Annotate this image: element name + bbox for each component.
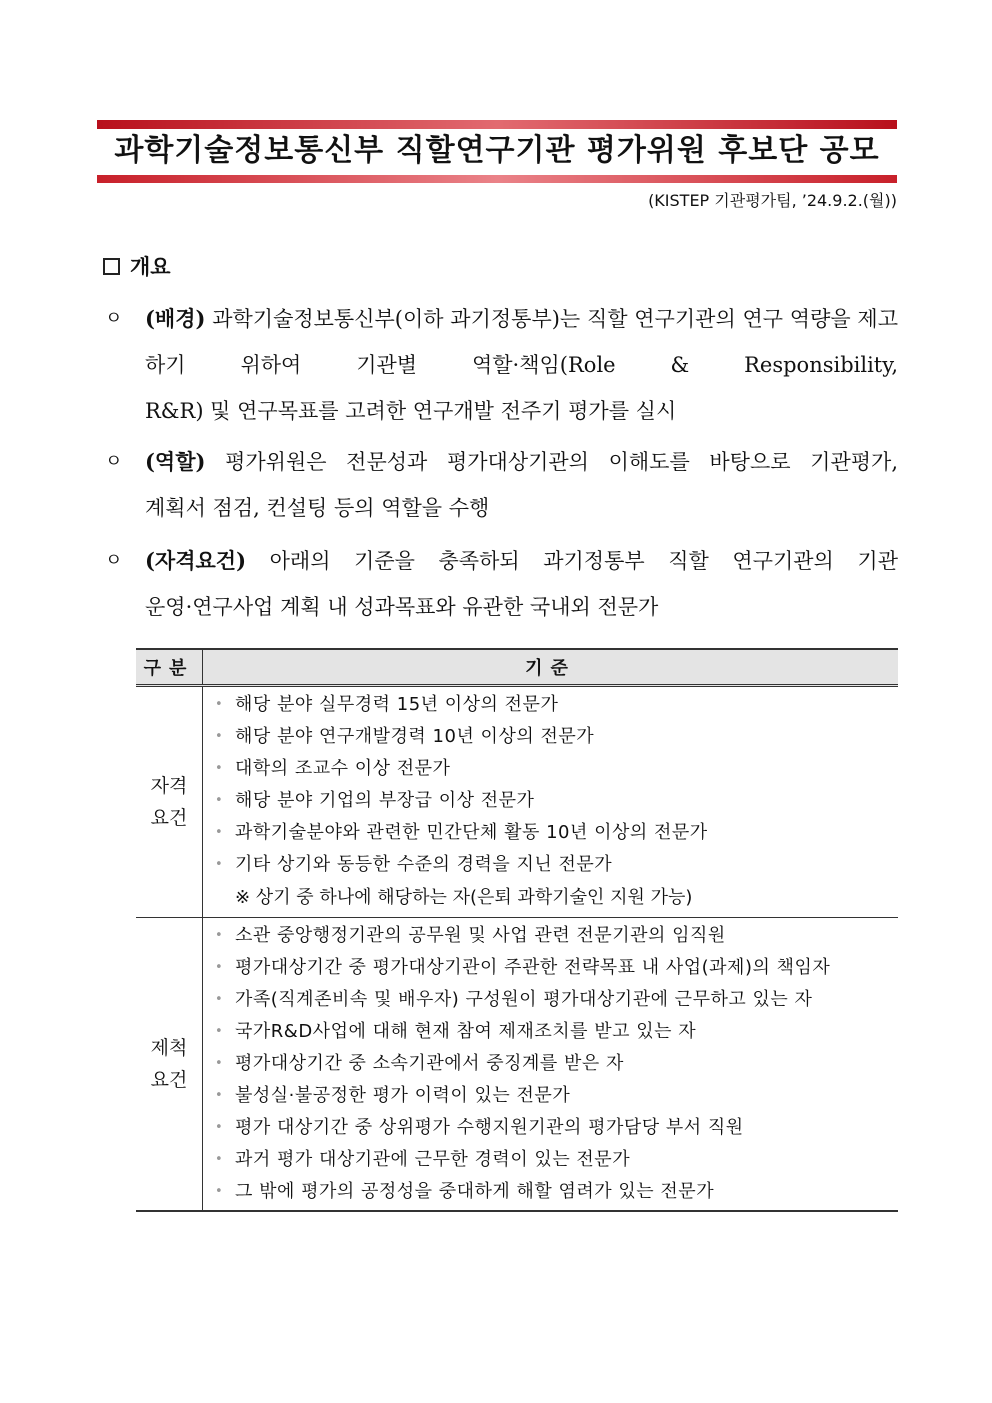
circle-bullet-icon: ㅇ bbox=[105, 550, 123, 571]
list-item bbox=[215, 753, 898, 785]
title-block bbox=[97, 120, 897, 183]
bullet-icon: • bbox=[215, 729, 224, 744]
item-body: 평가위원은 전문성과 평가대상기관의 이해도를 바탕으로 기관평가, bbox=[205, 450, 898, 474]
list-item bbox=[215, 1048, 898, 1080]
item-label: (자격요건) bbox=[145, 548, 247, 573]
list-item-text: 평가대상기간 중 소속기관에서 중징계를 받은 자 bbox=[235, 1053, 624, 1074]
bullet-icon: • bbox=[215, 1056, 224, 1071]
table-note: ※ 상기 중 하나에 해당하는 자(은퇴 과학기술인 지원 가능) bbox=[235, 887, 693, 908]
date-line: (KISTEP 기관평가팀, ’24.9.2.(월)) bbox=[648, 191, 897, 210]
bullet-icon: • bbox=[215, 1088, 224, 1103]
list-item-text: 해당 분야 실무경력 15년 이상의 전문가 bbox=[235, 694, 559, 715]
item-body-last: R&R) 및 연구목표를 고려한 연구개발 전주기 평가를 실시 bbox=[145, 399, 677, 423]
table-header-row bbox=[136, 649, 898, 686]
item-role bbox=[105, 439, 898, 531]
bullet-icon: • bbox=[215, 697, 224, 712]
header-criteria: 기준 bbox=[203, 649, 899, 686]
list-item-text: 해당 분야 기업의 부장급 이상 전문가 bbox=[235, 790, 535, 811]
list-item bbox=[215, 721, 898, 753]
category-label: 요건 bbox=[150, 1069, 188, 1091]
bullet-icon: • bbox=[215, 1184, 224, 1199]
criteria-table bbox=[136, 648, 898, 1212]
section-heading-label: 개요 bbox=[130, 254, 171, 279]
title-top-rule bbox=[97, 120, 897, 129]
bullet-icon: • bbox=[215, 960, 224, 975]
section-heading bbox=[103, 251, 171, 281]
title-bottom-rule bbox=[97, 175, 897, 183]
bullet-icon: • bbox=[215, 761, 224, 776]
bullet-icon: • bbox=[215, 992, 224, 1007]
item-body-last: 계획서 점검, 컨설팅 등의 역할을 수행 bbox=[145, 496, 490, 520]
list-item-text: 과거 평가 대상기관에 근무한 경력이 있는 전문가 bbox=[235, 1149, 631, 1170]
list-item bbox=[215, 1080, 898, 1112]
category-label: 요건 bbox=[150, 807, 188, 829]
bullet-icon: • bbox=[215, 928, 224, 943]
list-item-text: 가족(직계존비속 및 배우자) 구성원이 평가대상기관에 근무하고 있는 자 bbox=[235, 989, 813, 1010]
list-item bbox=[215, 689, 898, 721]
list-item-text: 대학의 조교수 이상 전문가 bbox=[235, 758, 451, 779]
list-item-text: 평가 대상기간 중 상위평가 수행지원기관의 평가담당 부서 직원 bbox=[235, 1117, 744, 1138]
page-title: 과학기술정보통신부 직할연구기관 평가위원 후보단 공모 bbox=[114, 133, 880, 168]
table-row-exclusion bbox=[136, 918, 898, 1212]
list-item bbox=[215, 952, 898, 984]
circle-bullet-icon: ㅇ bbox=[105, 451, 123, 472]
item-label: (배경) bbox=[145, 306, 206, 331]
list-item bbox=[215, 1176, 898, 1208]
list-item-text: 불성실·불공정한 평가 이력이 있는 전문가 bbox=[235, 1085, 571, 1106]
bullet-icon: • bbox=[215, 1120, 224, 1135]
circle-bullet-icon: ㅇ bbox=[105, 308, 123, 329]
item-label: (역할) bbox=[145, 449, 206, 474]
item-qualification bbox=[105, 538, 898, 630]
bullet-icon: • bbox=[215, 825, 224, 840]
list-item bbox=[215, 920, 898, 952]
category-label: 자격 bbox=[150, 775, 188, 797]
bullet-icon: • bbox=[215, 793, 224, 808]
item-body: 과학기술정보통신부(이하 과기정통부)는 직할 연구기관의 연구 역량을 제고하기 위하여 기관별 역할·책임(Role & Responsibility, bbox=[145, 307, 898, 377]
item-body: 아래의 기준을 충족하되 과기정통부 직할 연구기관의 기관 bbox=[246, 549, 898, 573]
list-item-text: 과학기술분야와 관련한 민간단체 활동 10년 이상의 전문가 bbox=[235, 822, 708, 843]
list-item bbox=[215, 1112, 898, 1144]
list-item bbox=[215, 1144, 898, 1176]
list-item bbox=[215, 817, 898, 849]
list-item-text: 해당 분야 연구개발경력 10년 이상의 전문가 bbox=[235, 726, 595, 747]
checkbox-icon bbox=[103, 258, 120, 275]
item-background bbox=[105, 296, 898, 434]
item-body-last: 운영·연구사업 계획 내 성과목표와 유관한 국내외 전문가 bbox=[145, 595, 659, 619]
criteria-cell bbox=[203, 686, 899, 918]
list-item bbox=[215, 984, 898, 1016]
header-category: 구분 bbox=[136, 649, 203, 686]
list-item-text: 소관 중앙행정기관의 공무원 및 사업 관련 전문기관의 임직원 bbox=[235, 925, 726, 946]
category-label: 제척 bbox=[150, 1037, 188, 1059]
list-item-text: 평가대상기간 중 평가대상기관이 주관한 전략목표 내 사업(과제)의 책임자 bbox=[235, 957, 831, 978]
list-item bbox=[215, 785, 898, 817]
bullet-icon: • bbox=[215, 1024, 224, 1039]
criteria-cell bbox=[203, 918, 899, 1212]
list-item bbox=[215, 1016, 898, 1048]
list-item-text: 기타 상기와 동등한 수준의 경력을 지닌 전문가 bbox=[235, 854, 613, 875]
list-item-text: 그 밖에 평가의 공정성을 중대하게 해할 염려가 있는 전문가 bbox=[235, 1181, 715, 1202]
category-cell bbox=[136, 686, 203, 918]
bullet-icon: • bbox=[215, 1152, 224, 1167]
table-row-qualification bbox=[136, 686, 898, 918]
list-item bbox=[215, 849, 898, 881]
bullet-icon: • bbox=[215, 857, 224, 872]
list-item-text: 국가R&D사업에 대해 현재 참여 제재조치를 받고 있는 자 bbox=[235, 1021, 697, 1042]
category-cell bbox=[136, 918, 203, 1212]
